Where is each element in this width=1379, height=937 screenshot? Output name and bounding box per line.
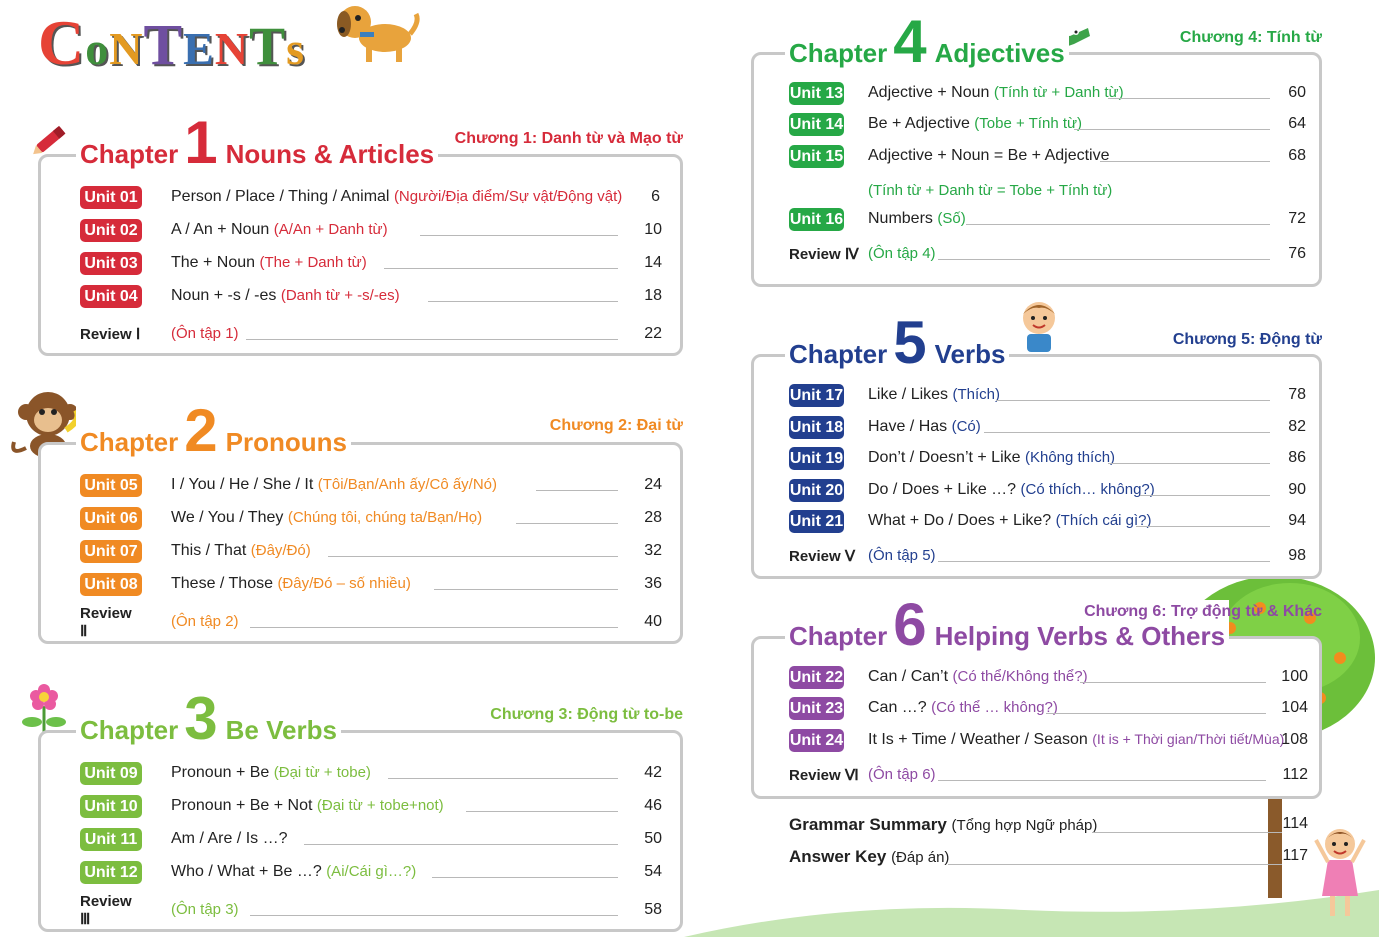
entry-title-vi: (Có thích… không?) [1020, 481, 1155, 498]
chapter-title: Verbs [934, 339, 1006, 369]
logo-letter: T [143, 12, 184, 77]
chapter-3-vn-title: Chương 3: Động từ to-be [490, 706, 683, 723]
entry-title-vi: (Đây/Đó) [250, 542, 311, 559]
chapter-title: Be Verbs [225, 715, 337, 745]
page-number: 14 [644, 254, 662, 271]
chapter-word: Chapter [789, 339, 888, 369]
toc-review[interactable] [80, 892, 670, 928]
unit-badge: Unit 15 [789, 145, 844, 168]
entry-title-en: Be + Adjective [868, 115, 970, 132]
toc-review[interactable] [789, 763, 1309, 787]
chapter-number: 4 [893, 8, 927, 75]
dot-leader [1140, 495, 1270, 496]
entry-title [868, 731, 1284, 749]
entry-title-vi: (Đây/Đó – số nhiều) [277, 575, 411, 592]
entry-title-vi: (Ôn tập 4) [868, 245, 936, 262]
page-number: 58 [644, 901, 662, 918]
logo-letter: o [85, 23, 110, 74]
page-number: 42 [644, 764, 662, 781]
page-number: 32 [644, 542, 662, 559]
unit-badge: Unit 02 [80, 219, 142, 242]
page-number: 104 [1281, 699, 1308, 716]
entry-title-vi: (Tôi/Bạn/Anh ấy/Cô ấy/Nó) [317, 476, 498, 493]
dot-leader [938, 780, 1266, 781]
toc-review[interactable] [789, 242, 1309, 266]
unit-badge: Unit 04 [80, 285, 142, 308]
entry-title [868, 386, 1000, 404]
entry-title-en: Who / What + Be …? [171, 863, 322, 880]
entry-title-en: It Is + Time / Weather / Season [868, 731, 1088, 748]
toc-entry[interactable] [80, 761, 670, 785]
entry-title [171, 797, 444, 815]
entry-title-en: Do / Does + Like …? [868, 481, 1017, 498]
toc-entry[interactable] [80, 251, 670, 275]
dot-leader [250, 627, 618, 628]
dot-leader [1100, 161, 1270, 162]
entry-title [171, 830, 287, 848]
unit-badge: Unit 11 [80, 828, 142, 851]
entry-title-vi: (Thích cái gì?) [1055, 512, 1152, 529]
entry-title-vi: (Tính từ + Danh từ) [993, 84, 1124, 101]
entry-title-en: These / Those [171, 575, 273, 592]
dot-leader [428, 301, 618, 302]
chapter-title: Nouns & Articles [225, 139, 435, 169]
entry-title-vi: (Ôn tập 2) [171, 613, 239, 630]
dot-leader [938, 561, 1270, 562]
entry-title [868, 449, 1115, 467]
page-number: 50 [644, 830, 662, 847]
chapter-5-header [785, 309, 1009, 376]
entry-title-vi-line [868, 182, 1112, 200]
chapter-number: 6 [893, 591, 927, 658]
logo-letter: s [286, 23, 305, 74]
entry-title [171, 764, 371, 782]
entry-title-en: Don’t / Doesn’t + Like [868, 449, 1021, 466]
entry-title [868, 115, 1082, 133]
answer-key-entry[interactable] [789, 847, 949, 867]
grass-ground-icon [684, 880, 1379, 937]
review-label: Review Ⅱ [80, 604, 132, 640]
entry-title-vi: (It is + Thời gian/Thời tiết/Mùa) [1092, 731, 1285, 747]
chapter-6-vn-title: Chương 6: Trợ động từ & Khác [1084, 603, 1322, 620]
chapter-4-vn-title: Chương 4: Tính từ [1179, 29, 1322, 46]
entry-title [171, 188, 622, 206]
dot-leader [1074, 129, 1270, 130]
unit-badge: Unit 24 [789, 729, 844, 752]
entry-title-vi: (Người/Địa điểm/Sự vật/Động vật) [393, 188, 623, 205]
page-number: 54 [644, 863, 662, 880]
dot-leader [246, 339, 618, 340]
review-label: Review Ⅳ [789, 246, 859, 263]
entry-title [171, 575, 411, 593]
toc-entry[interactable] [789, 383, 1309, 407]
page-number: 18 [644, 287, 662, 304]
unit-badge: Unit 07 [80, 540, 142, 563]
logo-letter: N [214, 23, 250, 74]
unit-badge: Unit 18 [789, 416, 844, 439]
logo-letter: N [109, 23, 144, 74]
dot-leader [384, 268, 618, 269]
dot-leader [966, 224, 1270, 225]
unit-badge: Unit 10 [80, 795, 142, 818]
chapter-2-vn-title: Chương 2: Đại từ [549, 417, 683, 434]
entry-title-en: We / You / They [171, 509, 284, 526]
unit-badge: Unit 12 [80, 861, 142, 884]
entry-title-en: I / You / He / She / It [171, 476, 314, 493]
chapter-number: 2 [184, 397, 218, 464]
unit-badge: Unit 08 [80, 573, 142, 596]
entry-title-vi: (Đại từ + tobe+not) [316, 797, 444, 814]
review-title [868, 245, 936, 263]
chapter-4-header [785, 8, 1069, 75]
entry-title-vi: (Có thể/Không thể?) [952, 668, 1088, 685]
entry-title-vi: (Đại từ + tobe) [273, 764, 371, 781]
unit-badge: Unit 17 [789, 384, 844, 407]
toc-entry[interactable] [789, 207, 1309, 231]
entry-title-en: Adjective + Noun [868, 84, 990, 101]
page-number: 108 [1281, 731, 1308, 748]
entry-title-vi: (Tobe + Tính từ) [974, 115, 1083, 132]
entry-title [868, 668, 1088, 686]
unit-badge: Unit 09 [80, 762, 142, 785]
dot-leader [1108, 98, 1270, 99]
dot-leader [984, 432, 1270, 433]
chapter-word: Chapter [80, 427, 179, 457]
page-number: 60 [1288, 84, 1306, 101]
chapter-2-header [76, 397, 351, 464]
entry-title [868, 147, 1109, 165]
page-number: 68 [1288, 147, 1306, 164]
unit-badge: Unit 16 [789, 208, 844, 231]
page-number: 72 [1288, 210, 1306, 227]
unit-badge: Unit 22 [789, 666, 844, 689]
chapter-3-header [76, 685, 341, 752]
unit-badge: Unit 01 [80, 186, 142, 209]
page-number: 100 [1281, 668, 1308, 685]
entry-title [171, 287, 400, 305]
page-number: 64 [1288, 115, 1306, 132]
logo-letter: T [249, 16, 287, 76]
entry-title-vi: (A/An + Danh từ) [273, 221, 388, 238]
toc-entry[interactable] [789, 415, 1309, 439]
chapter-number: 1 [184, 109, 218, 176]
extra-title: Grammar Summary [789, 815, 947, 834]
entry-title-en: Pronoun + Be + Not [171, 797, 313, 814]
page-number: 117 [1282, 847, 1308, 864]
boy-icon [1016, 298, 1062, 354]
page-number: 86 [1288, 449, 1306, 466]
entry-title-vi: (Có) [951, 418, 981, 435]
entry-title [868, 418, 981, 436]
entry-title [171, 476, 497, 494]
page-number: 78 [1288, 386, 1306, 403]
entry-title-vi: (Ôn tập 6) [868, 766, 936, 783]
review-title [171, 613, 239, 631]
entry-title-en: Am / Are / Is …? [171, 830, 288, 847]
toc-review[interactable] [789, 544, 1309, 568]
page-number: 90 [1288, 481, 1306, 498]
chapter-word: Chapter [80, 139, 179, 169]
entry-title-vi: (The + Danh từ) [259, 254, 367, 271]
dot-leader [1136, 526, 1270, 527]
chapter-number: 3 [184, 685, 218, 752]
chapter-word: Chapter [80, 715, 179, 745]
entry-title [868, 699, 1058, 717]
page-number: 6 [651, 188, 660, 205]
entry-title-vi: (Ai/Cái gì…?) [326, 863, 417, 880]
toc-review[interactable] [80, 322, 670, 346]
dot-leader [434, 589, 618, 590]
page-number: 114 [1282, 815, 1308, 832]
unit-badge: Unit 21 [789, 510, 844, 533]
toc-entry[interactable] [80, 539, 670, 563]
page-number: 28 [644, 509, 662, 526]
dot-leader [466, 811, 618, 812]
page-number: 22 [644, 325, 662, 342]
entry-title-en: Can …? [868, 699, 927, 716]
dot-leader [996, 400, 1270, 401]
chapter-1-vn-title: Chương 1: Danh từ và Mạo từ [454, 130, 683, 147]
unit-badge: Unit 05 [80, 474, 142, 497]
entry-title-en: What + Do / Does + Like? [868, 512, 1052, 529]
entry-title [171, 542, 311, 560]
unit-badge: Unit 03 [80, 252, 142, 275]
dot-leader [1092, 832, 1282, 833]
entry-title [868, 210, 966, 228]
extra-title-vi: (Tổng hợp Ngữ pháp) [951, 817, 1098, 834]
entry-title-vi: (Có thể … không?) [931, 699, 1058, 716]
entry-title-en: Have / Has [868, 418, 948, 435]
entry-title-vi: (Số) [937, 210, 966, 227]
dot-leader [250, 915, 618, 916]
page-number: 46 [644, 797, 662, 814]
dot-leader [516, 523, 618, 524]
dot-leader [420, 235, 618, 236]
chapter-5-vn-title: Chương 5: Động từ [1172, 331, 1322, 348]
page-number: 40 [644, 613, 662, 630]
page-number: 98 [1288, 547, 1306, 564]
review-title [171, 325, 239, 343]
toc-entry[interactable] [80, 827, 670, 851]
entry-title-en: A / An + Noun [171, 221, 270, 238]
review-label: Review Ⅴ [789, 548, 856, 565]
dot-leader [1046, 713, 1266, 714]
dot-leader [938, 259, 1270, 260]
unit-badge: Unit 20 [789, 479, 844, 502]
entry-title-vi: (Ôn tập 1) [171, 325, 239, 342]
unit-badge: Unit 13 [789, 82, 844, 105]
contents-logo [38, 6, 305, 80]
review-title [868, 547, 936, 565]
review-title [171, 901, 239, 919]
dog-icon [330, 0, 420, 66]
page-number: 24 [644, 476, 662, 493]
page-number: 82 [1288, 418, 1306, 435]
review-label: Review Ⅲ [80, 892, 132, 928]
dot-leader [304, 844, 618, 845]
logo-letter: E [183, 23, 215, 74]
entry-title-vi: (Không thích) [1024, 449, 1116, 466]
entry-title-en: Noun + -s / -es [171, 287, 277, 304]
entry-title [171, 221, 388, 239]
entry-title-en: Can / Can’t [868, 668, 949, 685]
dot-leader [328, 556, 618, 557]
page-number: 112 [1282, 766, 1308, 783]
entry-title [171, 863, 416, 881]
dot-leader [536, 490, 618, 491]
logo-letter: C [38, 7, 86, 78]
entry-title-vi: (Ôn tập 3) [171, 901, 239, 918]
entry-title-vi: (Ôn tập 5) [868, 547, 936, 564]
review-title [868, 766, 936, 784]
entry-title [868, 84, 1124, 102]
dot-leader [948, 864, 1282, 865]
review-label: Review Ⅰ [80, 326, 141, 343]
page-number: 10 [644, 221, 662, 238]
entry-title-vi: (Tính từ + Danh từ = Tobe + Tính từ) [868, 182, 1113, 199]
chapter-word: Chapter [789, 621, 888, 651]
dot-leader [1080, 682, 1266, 683]
review-label: Review Ⅵ [789, 767, 859, 784]
page-number: 36 [644, 575, 662, 592]
entry-title-en: Pronoun + Be [171, 764, 270, 781]
dot-leader [1108, 463, 1270, 464]
girl-icon [1314, 822, 1366, 922]
page-number: 76 [1288, 245, 1306, 262]
chapter-1-header [76, 109, 438, 176]
chapter-title: Adjectives [934, 38, 1065, 68]
chapter-title: Helping Verbs & Others [934, 621, 1226, 651]
chapter-number: 5 [893, 309, 927, 376]
entry-title [868, 481, 1155, 499]
entry-title-en: Person / Place / Thing / Animal [171, 188, 390, 205]
chapter-word: Chapter [789, 38, 888, 68]
entry-title [171, 509, 482, 527]
entry-title-vi: (Danh từ + -s/-es) [280, 287, 400, 304]
unit-badge: Unit 19 [789, 447, 844, 470]
entry-title-en: Numbers [868, 210, 933, 227]
unit-badge: Unit 23 [789, 697, 844, 720]
entry-title [868, 512, 1152, 530]
unit-badge: Unit 14 [789, 113, 844, 136]
page-number: 94 [1288, 512, 1306, 529]
entry-title-en: Adjective + Noun = Be + Adjective [868, 147, 1110, 164]
extra-title-vi: (Đáp án) [891, 849, 950, 866]
entry-title-vi: (Chúng tôi, chúng ta/Bạn/Họ) [287, 509, 483, 526]
extra-title: Answer Key [789, 847, 887, 866]
toc-review[interactable] [80, 604, 670, 640]
dot-leader [432, 877, 618, 878]
entry-title-vi: (Thích) [952, 386, 1001, 403]
dot-leader [388, 778, 618, 779]
grammar-summary-entry[interactable] [789, 815, 1097, 835]
flower-icon [16, 682, 72, 734]
entry-title [171, 254, 367, 272]
entry-title-en: Like / Likes [868, 386, 949, 403]
unit-badge: Unit 06 [80, 507, 142, 530]
entry-title-en: The + Noun [171, 254, 256, 271]
chapter-title: Pronouns [225, 427, 347, 457]
entry-title-en: This / That [171, 542, 247, 559]
